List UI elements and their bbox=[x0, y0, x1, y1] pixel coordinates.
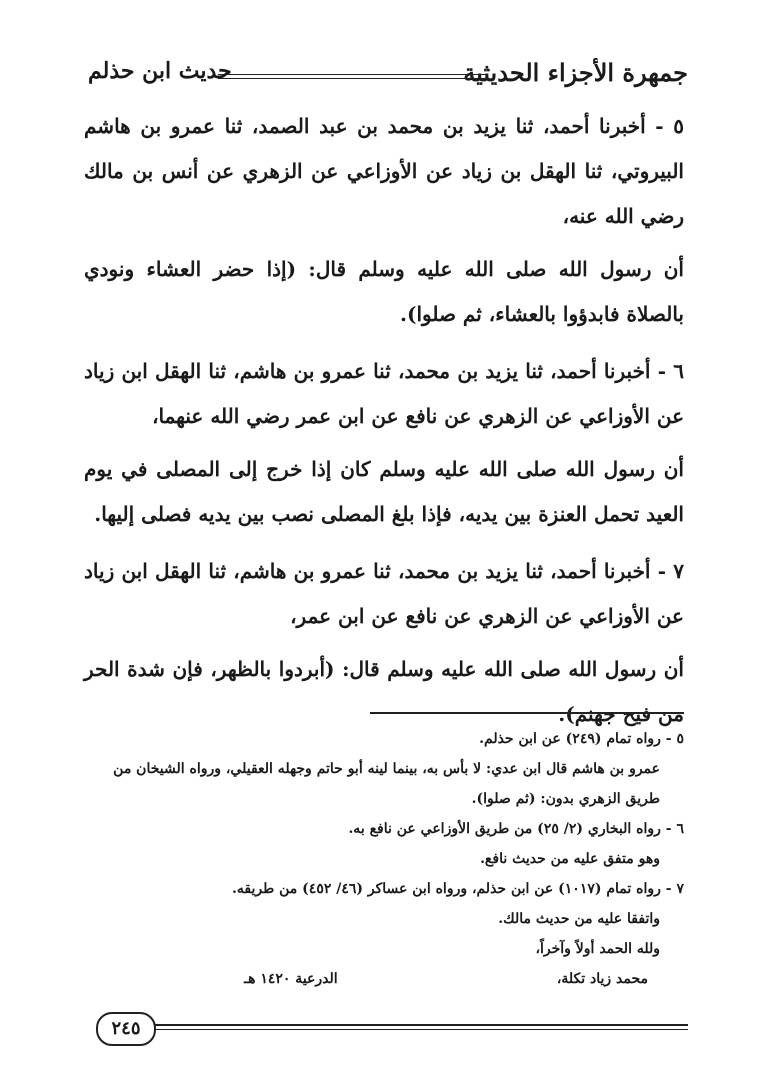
closing-praise: ولله الحمد أولاً وآخراً، bbox=[535, 941, 660, 957]
running-header bbox=[88, 52, 688, 92]
chapter-title: حديث ابن حذلم bbox=[88, 58, 232, 84]
page-footer bbox=[88, 1012, 688, 1046]
isnad-paragraph-5: ٥ - أخبرنا أحمد، ثنا يزيد بن محمد بن عبد الصمد، ثنا عمرو بن هاشم البيروتي، ثنا الهقل بن زياد عن الأوزاعي عن الزهري عن أنس بن مالك رضي الله عنه، bbox=[84, 114, 684, 228]
book-title: جمهرة الأجزاء الحديثية bbox=[463, 58, 688, 87]
footnote-7-source: ٧ - رواه تمام (١٠١٧) عن ابن حذلم، ورواه ابن عساكر (٤٦/ ٤٥٢) من طريقه. bbox=[232, 881, 684, 897]
main-text bbox=[84, 104, 684, 749]
hadith-paragraph-5: أن رسول الله صلى الله عليه وسلم قال: (إذا حضر العشاء ونودي بالصلاة فابدؤوا بالعشاء، ثم صلوا). bbox=[84, 257, 684, 326]
footnote-5-note: عمرو بن هاشم قال ابن عدي: لا بأس به، بينما لينه أبو حاتم وجهله العقيلي، ورواه الشيخان من طريق الزهري بدون: (ثم صلوا). bbox=[113, 761, 660, 807]
footnote-6-source: ٦ - رواه البخاري (٢/ ٢٥) من طريق الأوزاعي عن نافع به. bbox=[348, 821, 684, 837]
signature-place-date: الدرعية ١٤٢٠ هـ bbox=[244, 971, 338, 987]
footnote-6-note: وهو متفق عليه من حديث نافع. bbox=[480, 851, 660, 867]
footnote-5-source: ٥ - رواه تمام (٢٤٩) عن ابن حذلم. bbox=[479, 731, 684, 747]
hadith-paragraph-7: أن رسول الله صلى الله عليه وسلم قال: (أبردوا بالظهر، فإن شدة الحر من فيح جهنم). bbox=[84, 657, 684, 726]
footer-rule bbox=[152, 1024, 688, 1030]
signature-name: محمد زياد تكلة، bbox=[556, 971, 648, 987]
hadith-paragraph-6: أن رسول الله صلى الله عليه وسلم كان إذا خرج إلى المصلى في يوم العيد تحمل العنزة بين يديه، فإذا بلغ المصلى نصب بين يديه فصلى إليها. bbox=[84, 457, 684, 526]
page-number: ٢٤٥ bbox=[96, 1012, 156, 1046]
footnote-separator bbox=[370, 712, 684, 714]
footnotes bbox=[84, 724, 684, 994]
signature-row bbox=[84, 964, 684, 994]
footnote-7-note: واتفقا عليه من حديث مالك. bbox=[498, 911, 660, 927]
isnad-paragraph-7: ٧ - أخبرنا أحمد، ثنا يزيد بن محمد، ثنا عمرو بن هاشم، ثنا الهقل ابن زياد عن الأوزاعي عن الزهري عن نافع عن ابن عمر، bbox=[84, 559, 684, 628]
isnad-paragraph-6: ٦ - أخبرنا أحمد، ثنا يزيد بن محمد، ثنا عمرو بن هاشم، ثنا الهقل ابن زياد عن الأوزاعي عن الزهري عن نافع عن ابن عمر رضي الله عنهما، bbox=[84, 359, 684, 428]
header-rule bbox=[218, 74, 488, 79]
